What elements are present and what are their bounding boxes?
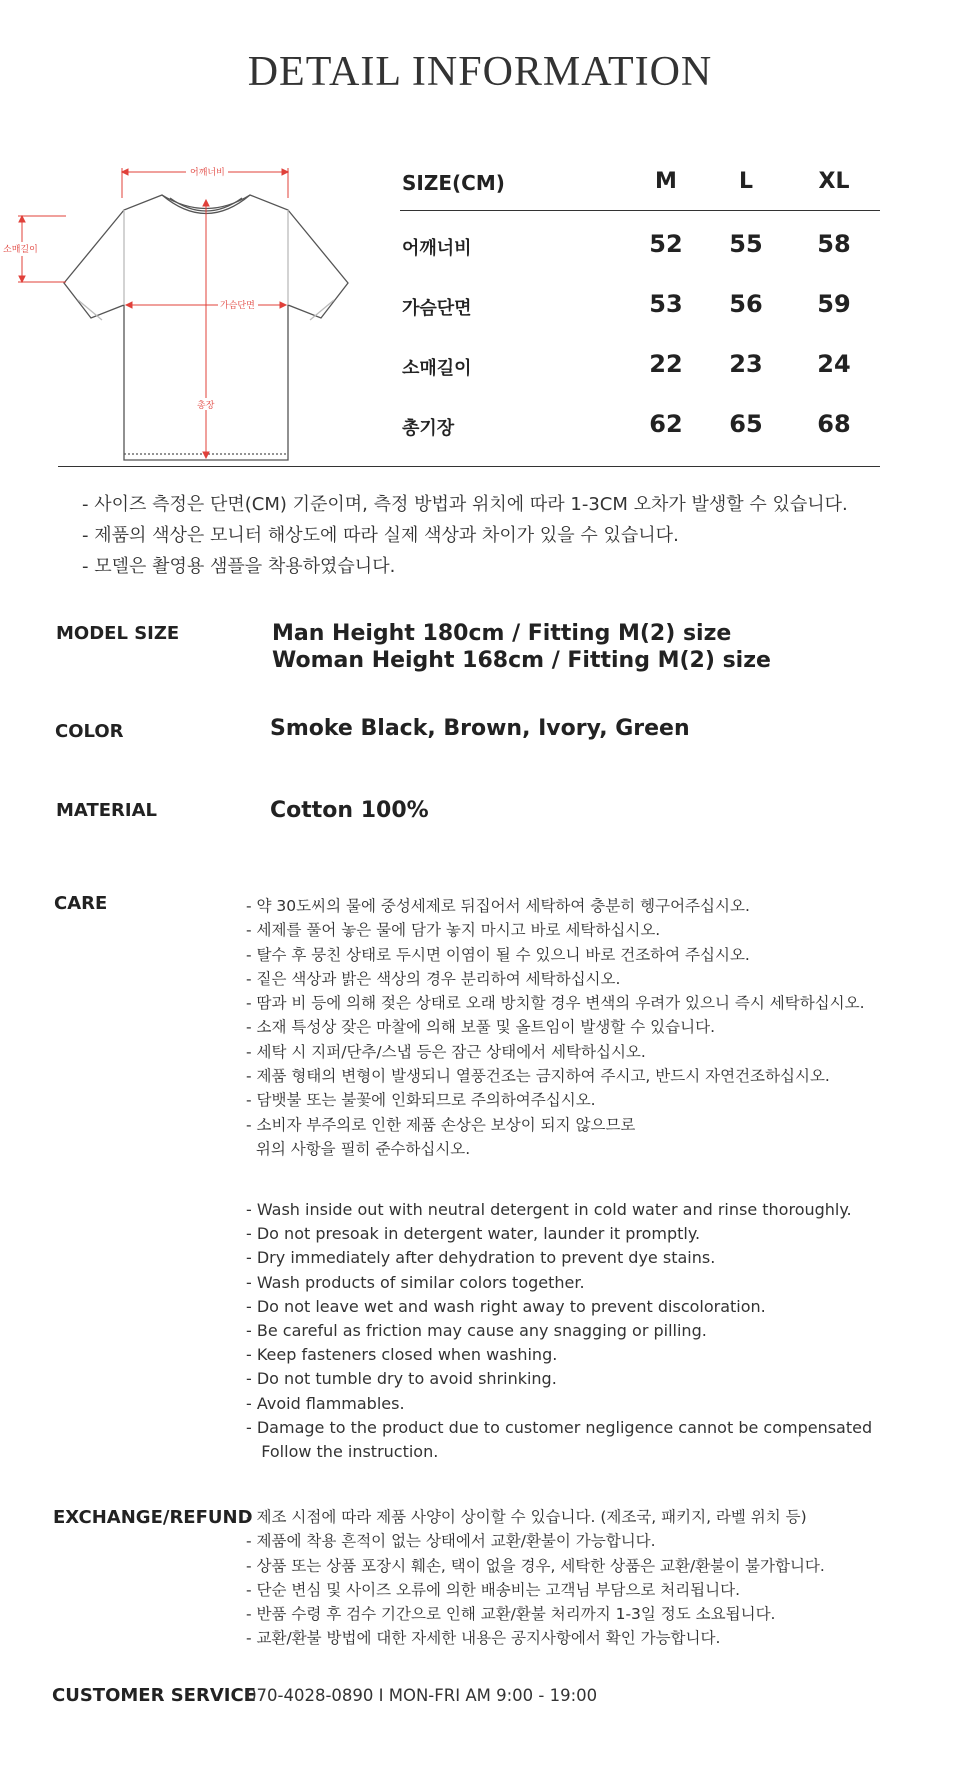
exchange-refund-label: EXCHANGE/REFUND (53, 1507, 253, 1528)
size-row-label: 어깨너비 (402, 238, 472, 259)
shoulder-label: 어깨너비 (190, 168, 225, 178)
size-row-label: 소매길이 (402, 358, 472, 379)
customer-service-label: CUSTOMER SERVICE (52, 1685, 256, 1706)
page-title: DETAIL INFORMATION (247, 49, 713, 95)
customer-service-value: 070-4028-0890 I MON-FRI AM 9:00 - 19:00 (246, 1686, 598, 1705)
size-cell: 52 (649, 230, 683, 258)
size-cell: 55 (729, 230, 763, 258)
care-ko-item: 위의 사항을 필히 준수하십시오. (246, 1139, 471, 1158)
size-note: - 모델은 촬영용 샘플을 착용하였습니다. (82, 556, 396, 577)
care-ko-item: - 세제를 풀어 놓은 물에 담가 놓지 마시고 바로 세탁하십시오. (246, 921, 661, 940)
care-ko-item: - 제품 형태의 변형이 발생되니 열풍건조는 금지하여 주시고, 반드시 자연건조하십시오. (246, 1067, 830, 1086)
care-en-item: - Do not presoak in detergent water, launder it promptly. (246, 1224, 701, 1244)
size-table-header-xl: XL (818, 169, 850, 194)
care-ko-item: - 소비자 부주의로 인한 제품 손상은 보상이 되지 않으므로 (246, 1115, 636, 1134)
color-label: COLOR (55, 721, 124, 742)
model-size-label: MODEL SIZE (56, 623, 180, 644)
color-value: Smoke Black, Brown, Ivory, Green (270, 716, 690, 741)
size-row-label: 총기장 (402, 418, 455, 439)
length-label: 총장 (197, 401, 215, 411)
care-en-item: Follow the instruction. (246, 1442, 439, 1462)
care-en-item: - Do not tumble dry to avoid shrinking. (246, 1369, 557, 1389)
size-table-header-size: SIZE(CM) (402, 171, 505, 195)
size-table-bottom-divider (58, 466, 880, 467)
care-en-item: - Do not leave wet and wash right away to prevent discoloration. (246, 1296, 766, 1316)
size-table-header-m: M (655, 169, 677, 194)
care-en-item: - Keep fasteners closed when washing. (246, 1345, 558, 1365)
care-en-item: - Dry immediately after dehydration to prevent dye stains. (246, 1248, 716, 1268)
exchange-item: - 교환/환불 방법에 대한 자세한 내용은 공지사항에서 확인 가능합니다. (246, 1629, 721, 1648)
care-label: CARE (54, 893, 108, 914)
care-en-item: - Avoid flammables. (246, 1393, 405, 1413)
exchange-item: - 제품에 착용 흔적이 없는 상태에서 교환/환불이 가능합니다. (246, 1532, 656, 1551)
chest-label: 가슴단면 (220, 301, 255, 311)
size-cell: 62 (649, 410, 683, 438)
exchange-item: - 제조 시점에 따라 제품 사양이 상이할 수 있습니다. (제조국, 패키지, 라벨 위치 등) (246, 1508, 807, 1526)
care-ko-item: - 땀과 비 등에 의해 젖은 상태로 오래 방치할 경우 변색의 우려가 있으니 즉시 세탁하십시오. (246, 994, 865, 1013)
care-ko-item: - 탈수 후 뭉친 상태로 두시면 이염이 될 수 있으니 바로 건조하여 주십시오. (246, 945, 750, 964)
size-cell: 24 (817, 350, 851, 378)
size-cell: 56 (729, 290, 763, 318)
care-en-item: - Wash products of similar colors together. (246, 1272, 585, 1292)
size-cell: 65 (729, 410, 763, 438)
size-cell: 23 (729, 350, 763, 378)
measurement-lines (18, 168, 288, 458)
model-size-man: Man Height 180cm / Fitting M(2) size (272, 621, 732, 646)
material-label: MATERIAL (56, 800, 157, 821)
size-cell: 53 (649, 290, 683, 318)
exchange-refund-list (246, 1505, 825, 1651)
care-korean-list (246, 894, 865, 1161)
size-note: - 사이즈 측정은 단면(CM) 기준이며, 측정 방법과 위치에 따라 1-3CM 오차가 발생할 수 있습니다. (82, 494, 848, 515)
size-cell: 58 (817, 230, 851, 258)
exchange-item: - 반품 수령 후 검수 기간으로 인해 교환/환불 처리까지 1-3일 정도 소요됩니다. (246, 1605, 776, 1624)
care-en-item: - Damage to the product due to customer negligence cannot be compensated (246, 1417, 873, 1437)
care-ko-item: - 세탁 시 지퍼/단추/스냅 등은 잠근 상태에서 세탁하십시오. (246, 1042, 646, 1061)
care-ko-item: - 담뱃불 또는 불꽃에 인화되므로 주의하여주십시오. (246, 1091, 596, 1110)
size-cell: 59 (817, 290, 851, 318)
care-ko-item: - 소재 특성상 잦은 마찰에 의해 보풀 및 올트임이 발생할 수 있습니다. (246, 1018, 715, 1037)
exchange-item: - 단순 변심 및 사이즈 오류에 의한 배송비는 고객님 부담으로 처리됩니다. (246, 1580, 741, 1599)
exchange-item: - 상품 또는 상품 포장시 훼손, 택이 없을 경우, 세탁한 상품은 교환/환불이 불가합니다. (246, 1556, 825, 1575)
care-ko-item: - 약 30도씨의 물에 중성세제로 뒤집어서 세탁하여 충분히 헹구어주십시오. (246, 897, 750, 915)
size-cell: 68 (817, 410, 851, 438)
size-note: - 제품의 색상은 모니터 해상도에 따라 실제 색상과 차이가 있을 수 있습니다. (82, 525, 679, 546)
care-english-list (246, 1198, 872, 1464)
material-value: Cotton 100% (270, 798, 429, 823)
care-en-item: - Wash inside out with neutral detergent in cold water and rinse thoroughly. (246, 1200, 852, 1219)
model-size-woman: Woman Height 168cm / Fitting M(2) size (272, 648, 771, 673)
care-ko-item: - 짙은 색상과 밝은 색상의 경우 분리하여 세탁하십시오. (246, 969, 621, 988)
size-row-label: 가슴단면 (402, 298, 472, 319)
size-cell: 22 (649, 350, 683, 378)
size-table-header-divider (400, 210, 880, 211)
care-en-item: - Be careful as friction may cause any snagging or pilling. (246, 1321, 707, 1341)
sleeve-label: 소매길이 (3, 245, 38, 255)
tshirt-measurement-diagram (0, 160, 360, 470)
size-table-header-l: L (738, 169, 754, 194)
